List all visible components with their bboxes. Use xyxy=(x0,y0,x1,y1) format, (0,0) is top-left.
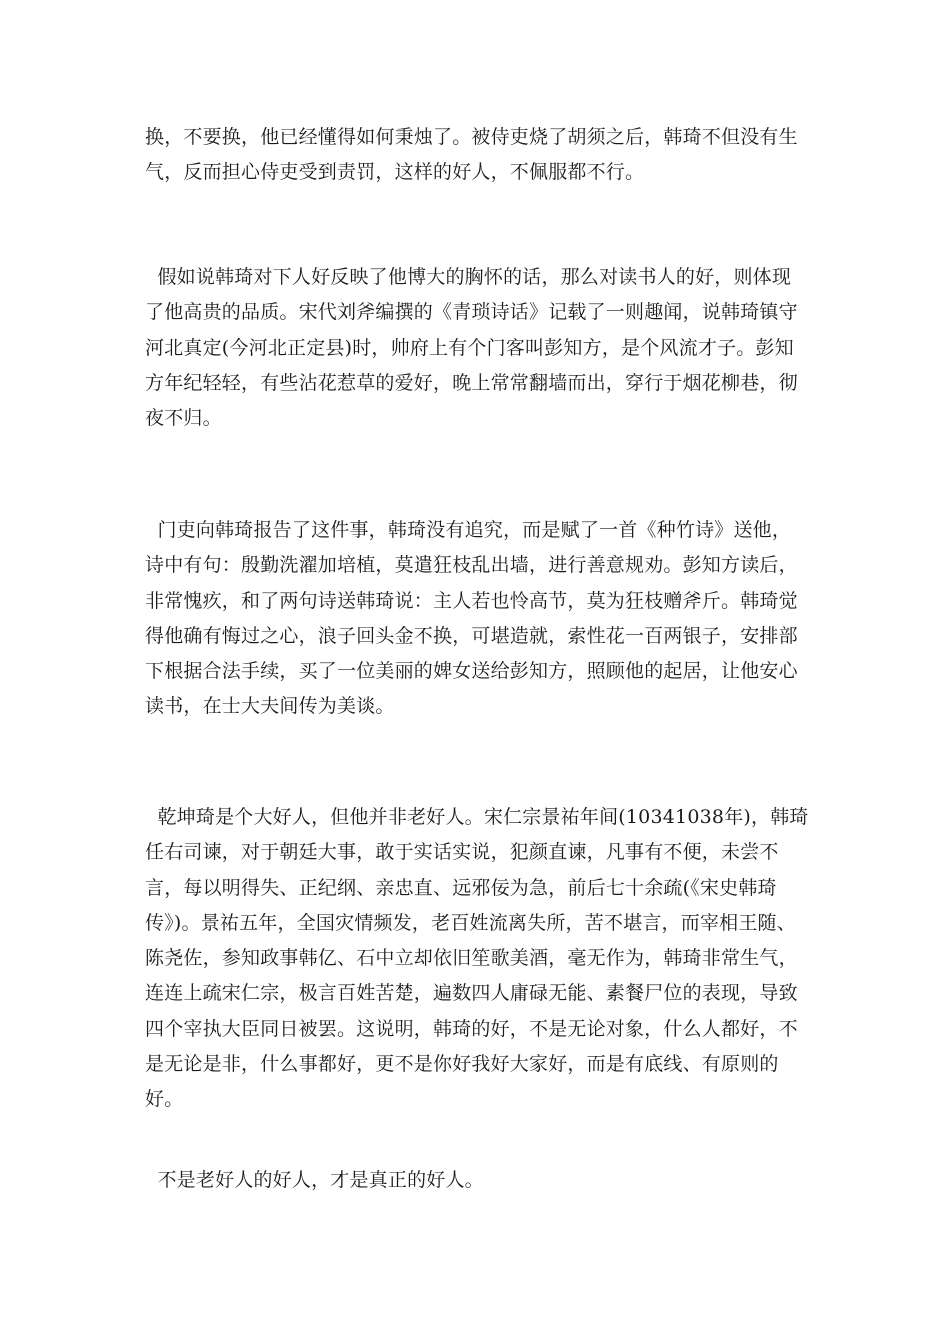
paragraph-1: 换，不要换，他已经懂得如何秉烛了。被侍吏烧了胡须之后，韩琦不但没有生气，反而担心侍吏受到责罚，这样的好人，不佩服都不行。 xyxy=(145,126,798,184)
paragraph-2: 假如说韩琦对下人好反映了他博大的胸怀的话，那么对读书人的好，则体现了他高贵的品质。宋代刘斧编撰的《青琐诗话》记载了一则趣闻，说韩琦镇守河北真定(今河北正定县)时，帅府上有个门客叫彭知方，是个风流才子。彭知方年纪轻轻，有些沾花惹草的爱好，晚上常常翻墙而出，穿行于烟花柳巷，彻夜不归。 xyxy=(145,266,798,430)
paragraph-5: 不是老好人的好人，才是真正的好人。 xyxy=(145,1169,484,1191)
paragraph-4: 乾坤琦是个大好人，但他并非老好人。宋仁宗景祐年间(10341038年)，韩琦任右司谏，对于朝廷大事，敢于实话实说，犯颜直谏，凡事有不便，未尝不言，每以明得失、正纪纲、亲忠直、远邪佞为急，前后七十余疏(《宋史韩琦传》)。景祐五年，全国灾情频发，老百姓流离失所，苦不堪言，而宰相王随、陈尧佐，参知政事韩亿、石中立却依旧笙歌美酒，毫无作为，韩琦非常生气，连连上疏宋仁宗，极言百姓苦楚，遍数四人庸碌无能、素餐尸位的表现，导致四个宰执大臣同日被罢。这说明，韩琦的好，不是无论对象，什么人都好，不是无论是非，什么事都好，更不是你好我好大家好，而是有底线、有原则的好。 xyxy=(145,806,809,1111)
paragraph-3: 门吏向韩琦报告了这件事，韩琦没有追究，而是赋了一首《种竹诗》送他，诗中有句：殷勤洗濯加培植，莫遣狂枝乱出墙，进行善意规劝。彭知方读后，非常愧疚，和了两句诗送韩琦说：主人若也怜高节，莫为狂枝赠斧斤。韩琦觉得他确有悔过之心，浪子回头金不换，可堪造就，索性花一百两银子，安排部下根据合法手续，买了一位美丽的婢女送给彭知方，照顾他的起居，让他安心读书，在士大夫间传为美谈。 xyxy=(145,519,798,718)
